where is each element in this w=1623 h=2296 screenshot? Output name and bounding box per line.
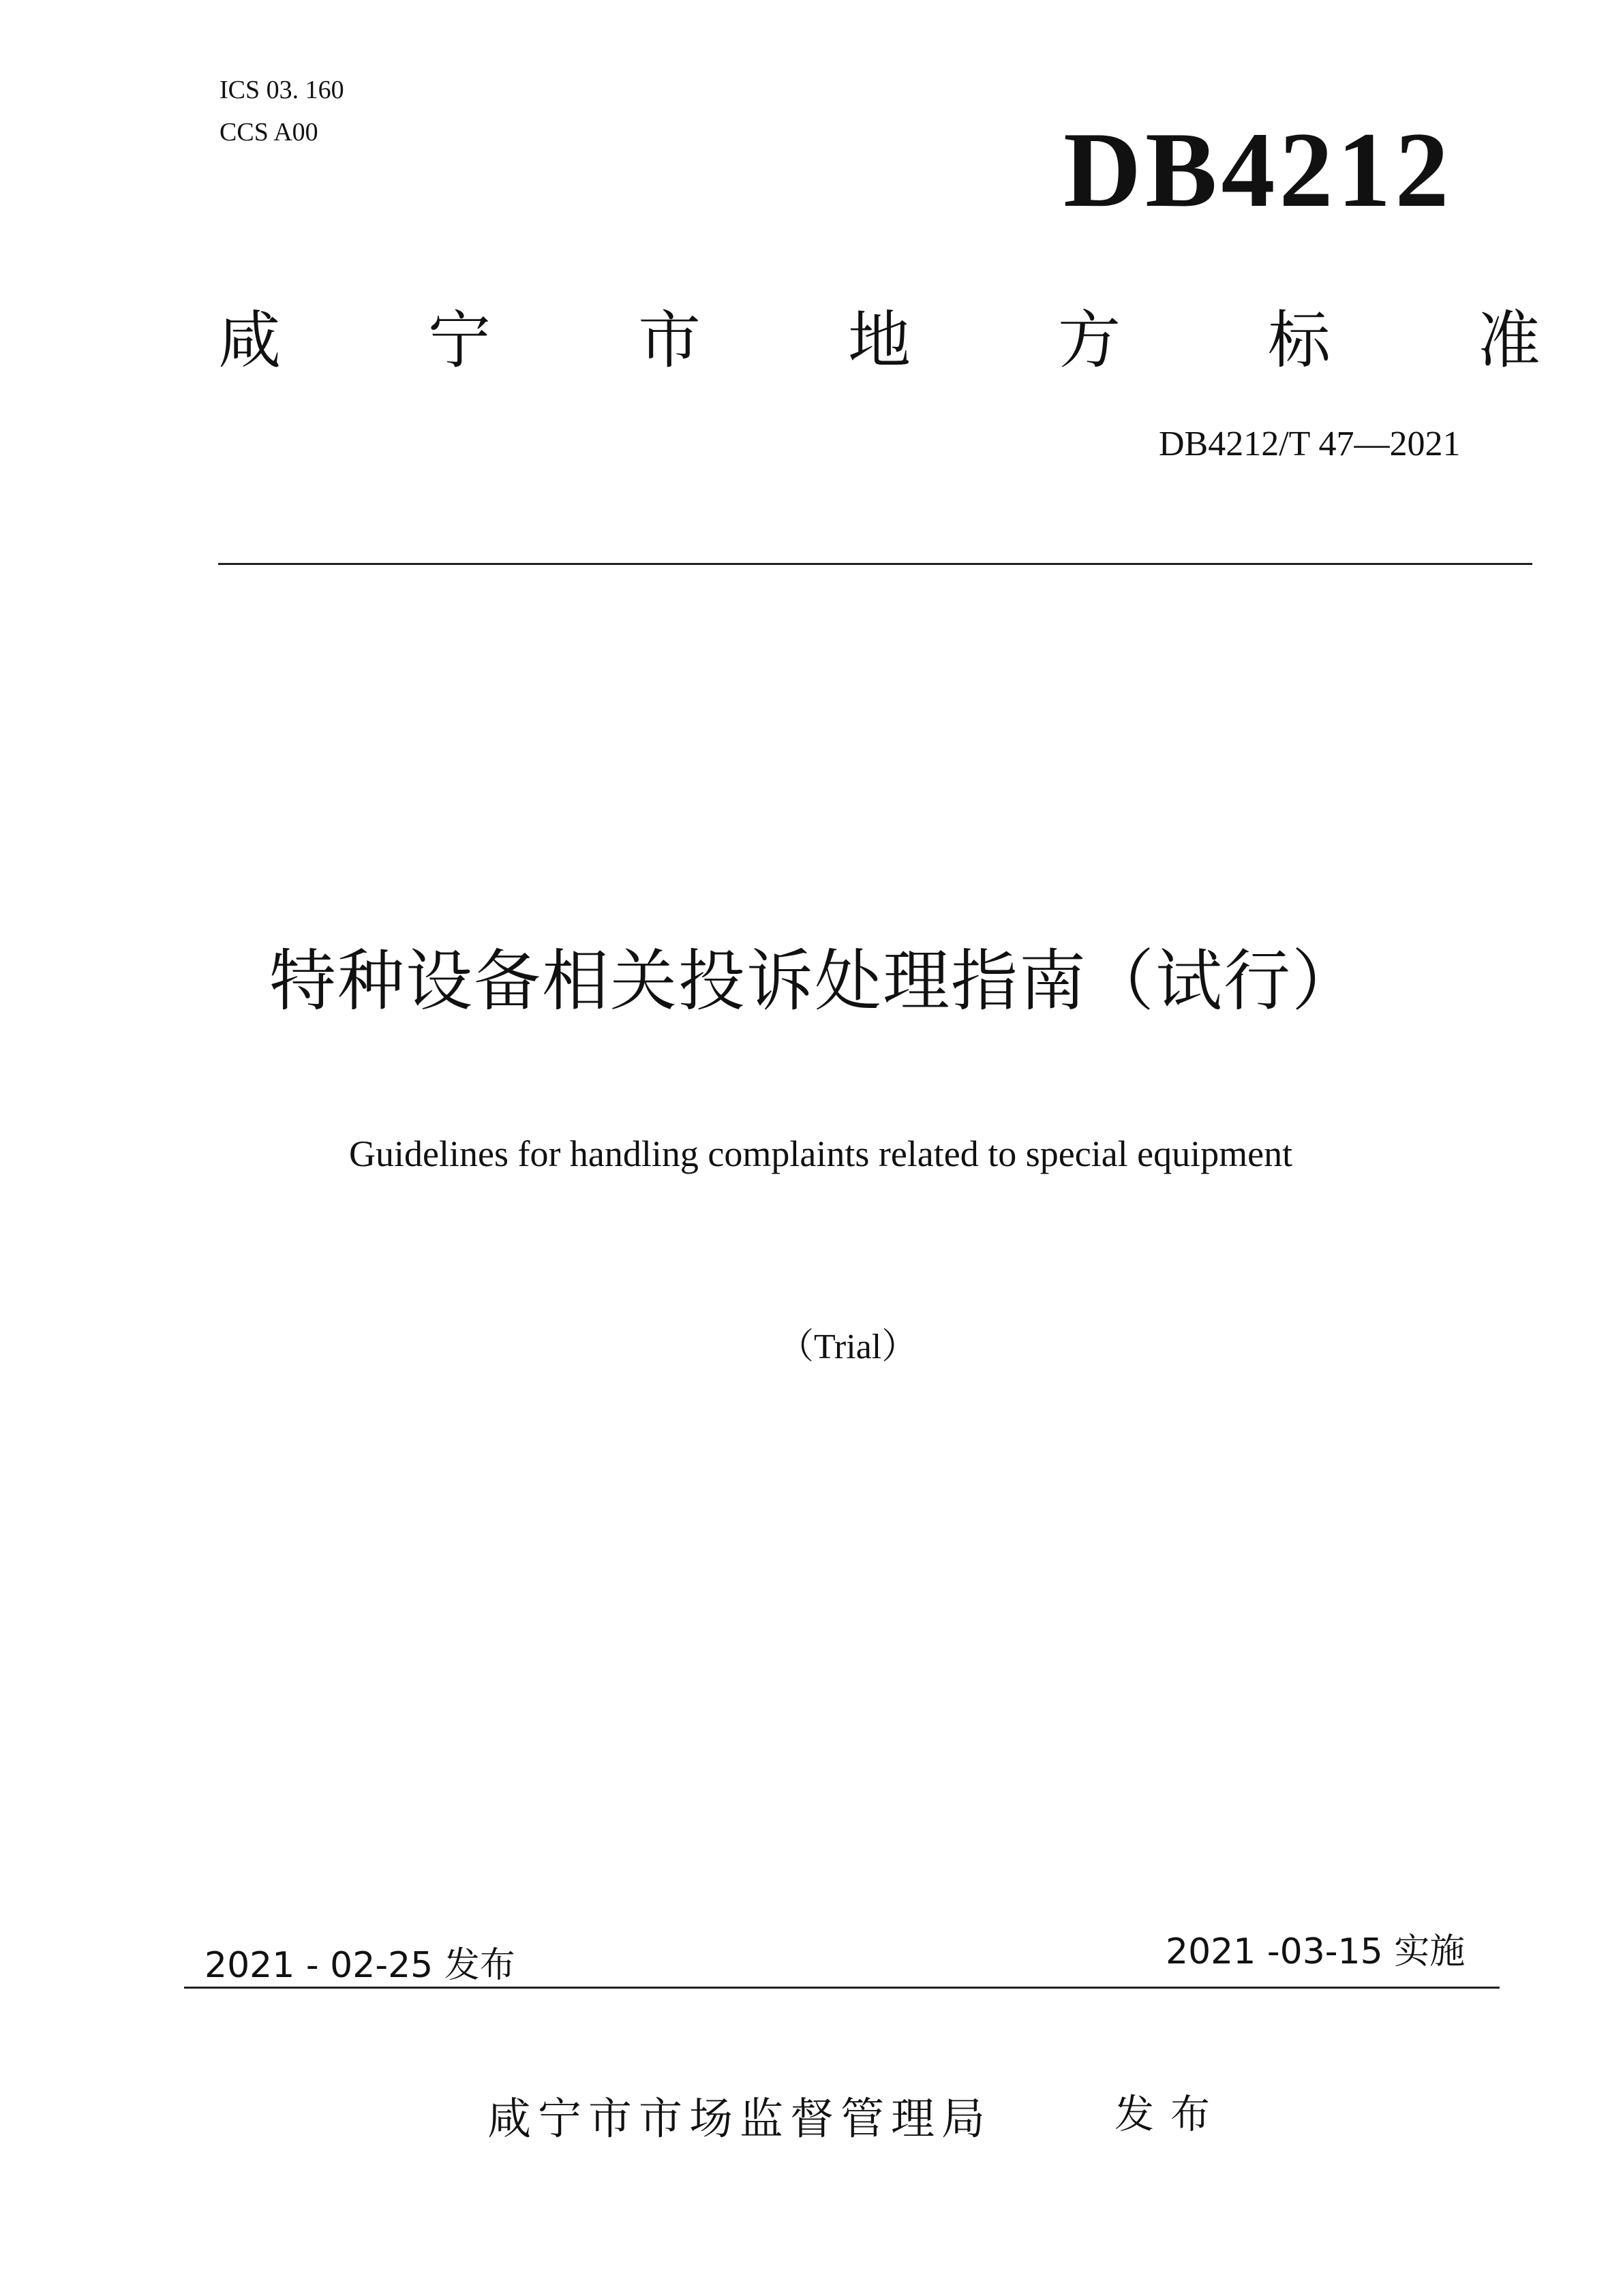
standard-type-char: 宁 (427, 306, 491, 376)
top-divider (218, 563, 1532, 565)
title-trial: （Trial） (778, 1328, 917, 1366)
db-code-title: DB4212 (1063, 110, 1453, 230)
implementation-date: 2021 -03-15 实施 (1166, 1931, 1466, 1972)
standard-type-char: 咸 (218, 306, 282, 376)
standard-type-char: 方 (1057, 306, 1121, 376)
standard-type-char: 准 (1477, 306, 1541, 376)
title-chinese: 特种设备相关投诉处理指南（试行） (269, 943, 1361, 1020)
ics-code: ICS 03. 160 (219, 76, 344, 104)
publish-label: 发布 (1114, 2091, 1227, 2137)
ccs-code: CCS A00 (219, 118, 318, 147)
standard-type (218, 303, 1541, 378)
title-english: Guidelines for handling complaints related to special equipment (349, 1133, 1293, 1174)
standard-type-char: 市 (637, 306, 701, 376)
standard-type-char: 地 (847, 306, 911, 376)
publisher-name: 咸宁市市场监督管理局 (487, 2094, 992, 2145)
standard-number: DB4212/T 47—2021 (1159, 425, 1461, 463)
issue-date: 2021 - 02-25 发布 (204, 1945, 515, 1986)
bottom-divider (184, 1987, 1500, 1989)
standard-type-char: 标 (1267, 306, 1331, 376)
